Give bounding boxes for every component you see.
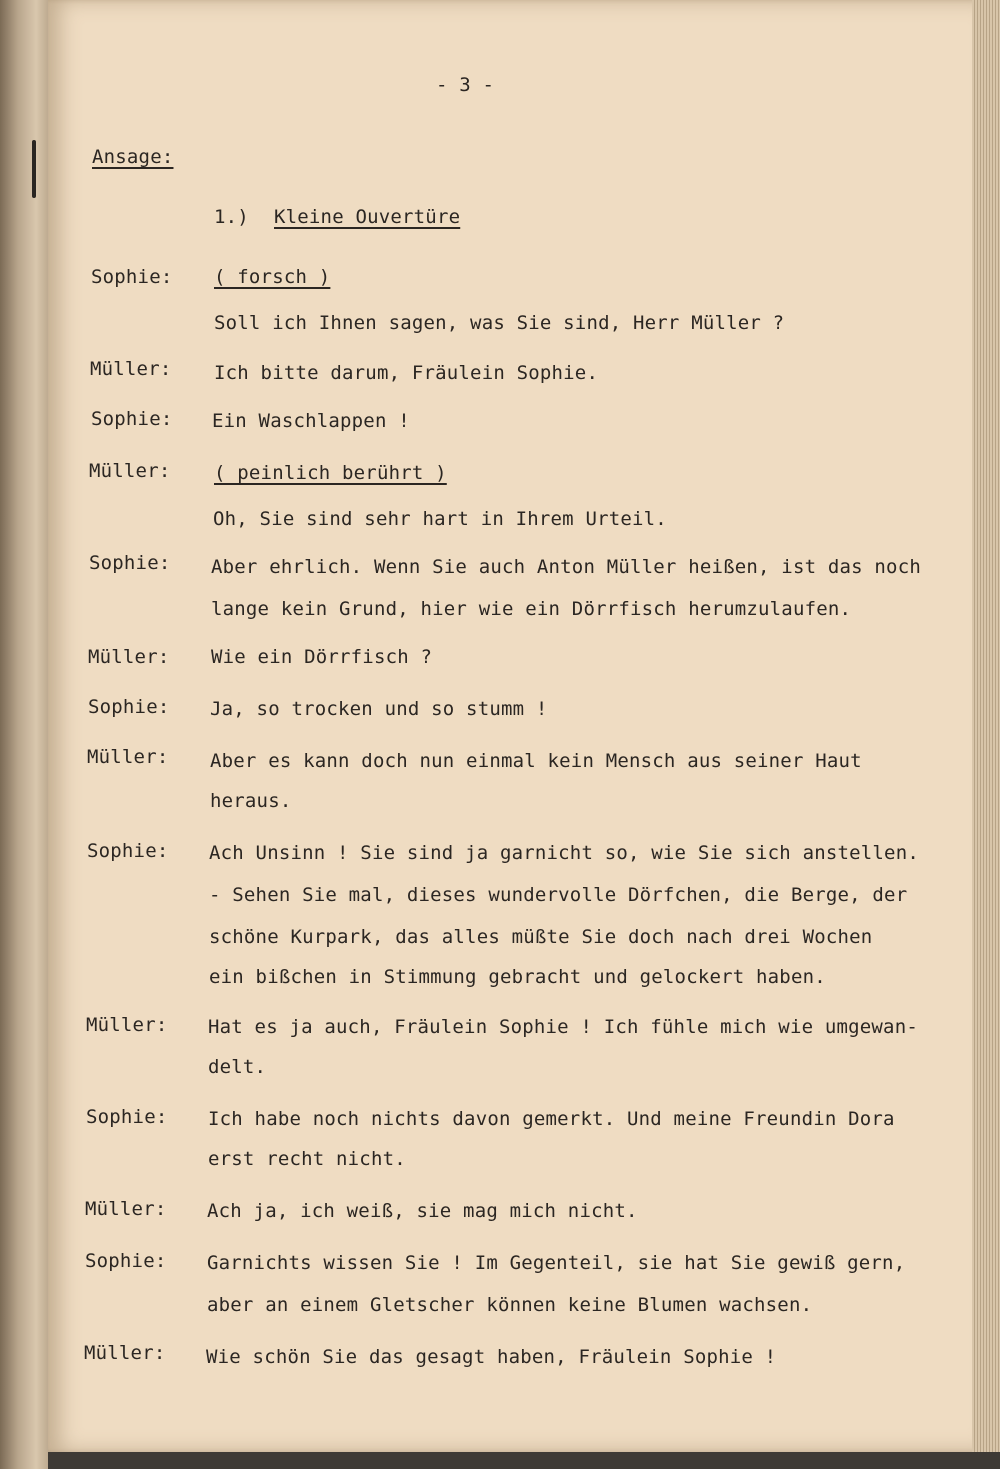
dialogue-line: delt. [208, 1056, 267, 1078]
speaker-label: Sophie: [91, 266, 173, 288]
speaker-label: Müller: [87, 746, 169, 768]
speaker-label: Müller: [86, 1014, 168, 1036]
dialogue-line: Wie ein Dörrfisch ? [211, 646, 433, 668]
speaker-label: Müller: [89, 460, 171, 482]
dialogue-line: Aber ehrlich. Wenn Sie auch Anton Müller heißen, ist das noch [211, 556, 921, 578]
stage-direction: ( forsch ) [214, 266, 331, 288]
dialogue-line: Ja, so trocken und so stumm ! [210, 698, 548, 720]
dialogue-line: Ich bitte darum, Fräulein Sophie. [214, 362, 599, 384]
section-number: 1.) [214, 206, 249, 228]
dialogue-line: Ach Unsinn ! Sie sind ja garnicht so, wie Sie sich anstellen. [209, 842, 919, 864]
speaker-label: Sophie: [91, 408, 173, 430]
speaker-label: Sophie: [85, 1250, 167, 1272]
dialogue-line: Aber es kann doch nun einmal kein Mensch aus seiner Haut [210, 750, 862, 772]
dialogue-line: Wie schön Sie das gesagt haben, Fräulein Sophie ! [206, 1346, 777, 1368]
dialogue-line: Ein Waschlappen ! [212, 410, 410, 432]
bottom-shadow [48, 1452, 1000, 1469]
typed-page [48, 0, 980, 1452]
speaker-label: Müller: [84, 1342, 166, 1364]
dialogue-line: heraus. [210, 790, 292, 812]
speaker-label: Sophie: [86, 1106, 168, 1128]
dialogue-line: Garnichts wissen Sie ! Im Gegenteil, sie hat Sie gewiß gern, [207, 1252, 906, 1274]
dialogue-line: Soll ich Ihnen sagen, was Sie sind, Herr Müller ? [214, 312, 785, 334]
dialogue-line: aber an einem Gletscher können keine Blumen wachsen. [207, 1294, 813, 1316]
dialogue-line: ein bißchen in Stimmung gebracht und gelockert haben. [209, 966, 826, 988]
stage-direction: ( peinlich berührt ) [214, 462, 447, 484]
dialogue-line: Ach ja, ich weiß, sie mag mich nicht. [207, 1200, 638, 1222]
page-stack-edge [972, 0, 1000, 1469]
speaker-label: Müller: [90, 358, 172, 380]
dialogue-line: schöne Kurpark, das alles müßte Sie doch nach drei Wochen [209, 926, 873, 948]
section-title: Kleine Ouvertüre [274, 206, 461, 228]
dialogue-line: - Sehen Sie mal, dieses wundervolle Dörfchen, die Berge, der [209, 884, 908, 906]
dialogue-line: Oh, Sie sind sehr hart in Ihrem Urteil. [213, 508, 667, 530]
page-number: - 3 - [436, 74, 495, 96]
dialogue-line: erst recht nicht. [208, 1148, 406, 1170]
binding-mark [32, 140, 36, 198]
speaker-label: Sophie: [87, 840, 169, 862]
speaker-label: Müller: [88, 646, 170, 668]
dialogue-line: Hat es ja auch, Fräulein Sophie ! Ich fühle mich wie umgewan- [208, 1016, 918, 1038]
speaker-label: Sophie: [89, 552, 171, 574]
speaker-label: Müller: [85, 1198, 167, 1220]
dialogue-line: Ich habe noch nichts davon gemerkt. Und meine Freundin Dora [208, 1108, 895, 1130]
dialogue-line: lange kein Grund, hier wie ein Dörrfisch herumzulaufen. [211, 598, 852, 620]
announcement-label: Ansage: [92, 146, 174, 168]
speaker-label: Sophie: [88, 696, 170, 718]
